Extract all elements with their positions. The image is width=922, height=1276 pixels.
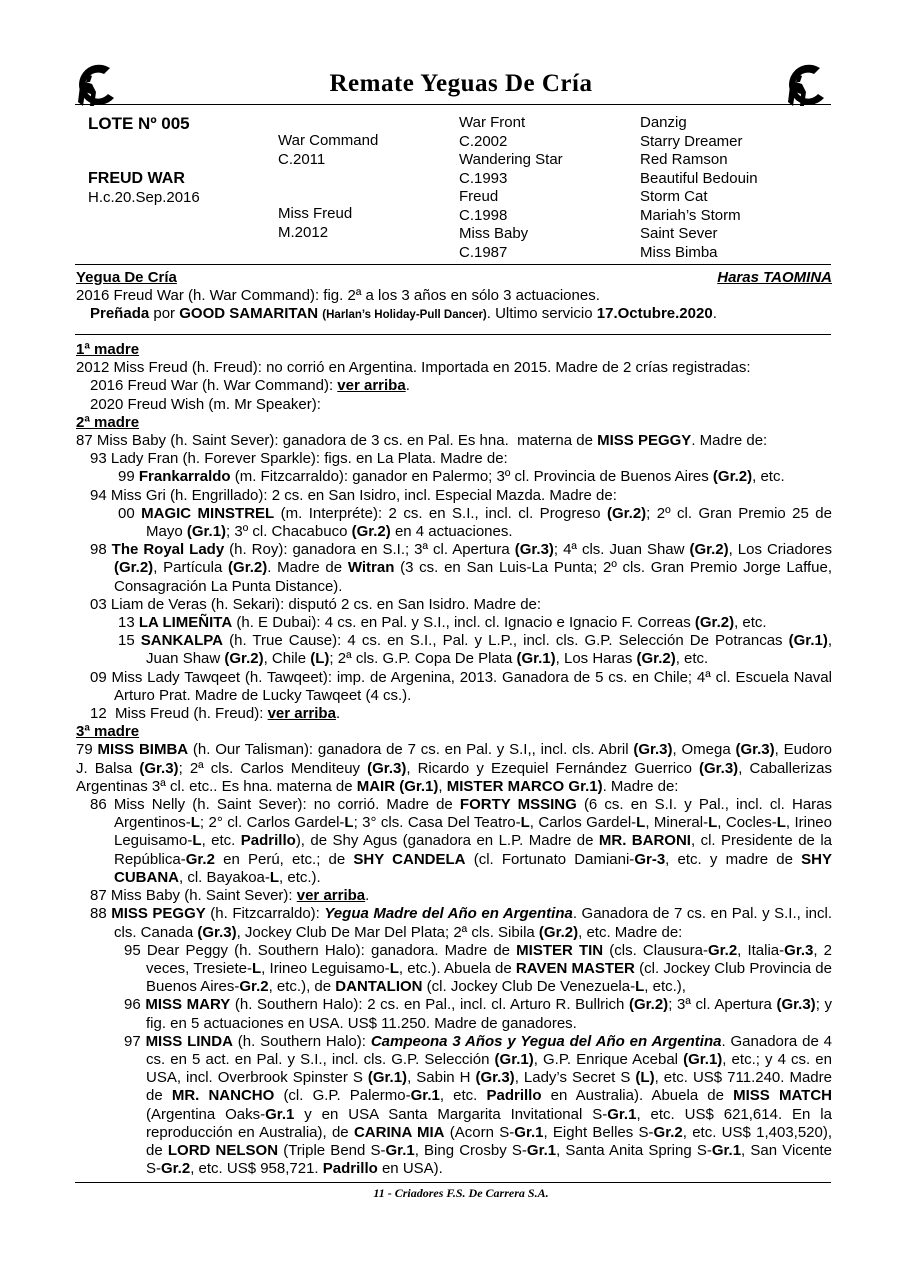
section-divider [75,334,831,335]
pedigree-gen4: Danzig Starry Dreamer Red Ramson Beautiful Bedouin Storm Cat Mariah’s Storm Saint Sever Miss Bimba [640,114,758,261]
text-block: 98 The Royal Lady (h. Roy): ganadora en S.I.; 3ª cl. Apertura (Gr.3); 4ª cls. Juan Shaw (Gr.2), Los Criadores (Gr.2), Partícula (Gr.2). Madre de Witran (3 cs. en San Luis-La Punta; 2º cls. Gran Premio Jorge Laffue, Consagración La Punta Distance). [90,541,833,595]
lot-number: LOTE Nº 005 [88,114,190,133]
text-line: 99 Frankarraldo (m. Fitzcarraldo): ganador en Palermo; 3º cl. Provincia de Buenos Aires (Gr.2), etc. [118,468,785,486]
third-dam-heading: 3ª madre [76,723,140,741]
summary-section [76,269,832,325]
text-block: 97 MISS LINDA (h. Southern Halo): Campeona 3 Años y Yegua del Año en Argentina. Ganadora de 4 cs. en 5 act. en Pal. y S.I., incl. cls. G.P. Selección (Gr.1), G.P. Enrique Acebal (Gr.1), etc.; y 4 cs. en USA, incl. Overbrook Spinster S (Gr.1), Sabin H (Gr.3), Lady’s Secret S (L), etc. US$ 711.240. Madre de MR. NANCHO (cl. G.P. Palermo-Gr.1, etc. Padrillo en Australia). Abuela de MISS MATCH (Argentina Oaks-Gr.1 y en USA Santa Margarita Invitational S-Gr.1, etc. US$ 621,614. En la reproducción en Australia), de CARINA MIA (Acorn S-Gr.1, Eight Belles S-Gr.2, etc. US$ 1,403,520), de LORD NELSON (Triple Bend S-Gr.1, Bing Crosby S-Gr.1, Santa Anita Spring S-Gr.1, San Vicente S-Gr.2, etc. US$ 958,721. Padrillo en USA). [124,1032,833,1178]
text-line: 13 LA LIMEÑITA (h. E Dubai): 4 cs. en Pal. y S.I., incl. cl. Ignacio e Ignacio F. Correas (Gr.2), etc. [118,614,767,632]
family-section [76,341,832,1178]
text-block: 79 MISS BIMBA (h. Our Talisman): ganadora de 7 cs. en Pal. y S.I,, incl. cls. Abril (Gr.3), Omega (Gr.3), Eudoro J. Balsa (Gr.3); 2ª cls. Carlos Menditeuy (Gr.3), Ricardo y Ezequiel Fernández Guerrico (Gr.3), Caballerizas Argentinas 3ª cl. etc.. Es hna. materna de MAIR (Gr.1), MISTER MARCO Gr.1). Madre de: [76,741,832,795]
horse-details: H.c.20.Sep.2016 [88,189,200,206]
text-line: 87 Miss Baby (h. Saint Sever): ver arriba. [90,887,370,905]
text-line: 12 Miss Freud (h. Freud): ver arriba. [90,705,341,723]
text-block: 96 MISS MARY (h. Southern Halo): 2 cs. en Pal., incl. cl. Arturo R. Bullrich (Gr.2); 3ª cl. Apertura (Gr.3); y fig. en 5 actuaciones en USA. US$ 11.250. Madre de ganadores. [124,996,832,1032]
text-line: 2016 Freud War (h. War Command): ver arriba. [90,377,410,395]
text-block: 86 Miss Nelly (h. Saint Sever): no corrió. Madre de FORTY MSSING (6 cs. en S.I. y Pal., incl. cl. Haras Argentinos-L; 2° cl. Carlos Gardel-L; 3° cls. Casa Del Teatro-L, Carlos Gardel-L, Mineral-L, Cocles-L, Irineo Leguisamo-L, etc. Padrillo), de Shy Agus (ganadora en L.P. Madre de MR. BARONI, cl. Presidente de la República-Gr.2 en Perú, etc.; de SHY CANDELA (cl. Fortunato Damiani-Gr-3, etc. y madre de SHY CUBANA, cl. Bayakoa-L, etc.). [90,796,832,886]
page-footer: 11 - Criadores F.S. De Carrera S.A. [373,1186,549,1200]
text-line: 2012 Miss Freud (h. Freud): no corrió en Argentina. Importada en 2015. Madre de 2 crías registradas: [76,359,751,377]
page-title: Remate Yeguas De Cría [329,70,593,97]
breeder-name: Haras TAOMINA [717,269,832,286]
header-divider [75,104,831,105]
text-line: 03 Liam de Veras (h. Sekari): disputó 2 cs. en San Isidro. Madre de: [90,595,542,613]
footer-divider [75,1182,831,1183]
pedigree-dam: Miss Freud M.2012 [278,205,353,241]
horse-name: FREUD WAR [88,170,185,187]
text-line: 87 Miss Baby (h. Saint Sever): ganadora de 3 cs. en Pal. Es hna. materna de MISS PEGGY. Madre de: [76,432,768,450]
text-block: 15 SANKALPA (h. True Cause): 4 cs. en S.I., Pal. y L.P., incl. cls. G.P. Selección De Potrancas (Gr.1), Juan Shaw (Gr.2), Chile (L); 2ª cls. G.P. Copa De Plata (Gr.1), Los Haras (Gr.2), etc. [118,632,832,668]
category-label: Yegua De Cría [76,269,177,286]
pedigree-sire: War Command C.2011 [278,132,379,168]
summary-line: 2016 Freud War (h. War Command): fig. 2ª a los 3 años en sólo 3 actuaciones. [76,287,600,305]
text-block: 95 Dear Peggy (h. Southern Halo): ganadora. Madre de MISTER TIN (cls. Clausura-Gr.2, Italia-Gr.3, 2 veces, Tresiete-L, Irineo Leguisamo-L, etc.). Abuela de RAVEN MASTER (cl. Jockey Club Provincia de Buenos Aires-Gr.2, etc.), de DANTALION (cl. Jockey Club De Venezuela-L, etc.), [124,941,832,996]
text-block: 00 MAGIC MINSTREL (m. Interpréte): 2 cs. en S.I., incl. cl. Progreso (Gr.2); 2º cl. Gran Premio 25 de Mayo (Gr.1); 3º cl. Chacabuco (Gr.2) en 4 actuaciones. [118,504,832,541]
pedigree-gen3: War Front C.2002 Wandering Star C.1993 Freud C.1998 Miss Baby C.1987 [459,114,563,261]
text-block: 88 MISS PEGGY (h. Fitzcarraldo): Yegua Madre del Año en Argentina. Ganadora de 7 cs. en Pal. y S.I., incl. cls. Canada (Gr.3), Jockey Club De Mar Del Plata; 2ª cls. Sibila (Gr.2), etc. Madre de: [90,905,833,941]
text-line: 93 Lady Fran (h. Forever Sparkle): figs. en La Plata. Madre de: [90,450,508,468]
first-dam-heading: 1ª madre [76,341,140,358]
pregnancy-line: Preñada por GOOD SAMARITAN (Harlan’s Holiday-Pull Dancer). Ultimo servicio 17.Octubre.2020. [90,305,717,323]
second-dam-heading: 2ª madre [76,413,140,431]
text-block: 09 Miss Lady Tawqeet (h. Tawqeet): imp. de Argenina, 2013. Ganadora de 5 cs. en Chile; 4ª cl. Escuela Naval Arturo Prat. Madre de Lucky Tawqeet (4 cs.). [90,668,832,704]
text-line: 94 Miss Gri (h. Engrillado): 2 cs. en San Isidro, incl. Especial Mazda. Madre de: [90,486,617,504]
pedigree-divider [75,264,831,265]
text-line: 2020 Freud Wish (m. Mr Speaker): [90,395,321,413]
